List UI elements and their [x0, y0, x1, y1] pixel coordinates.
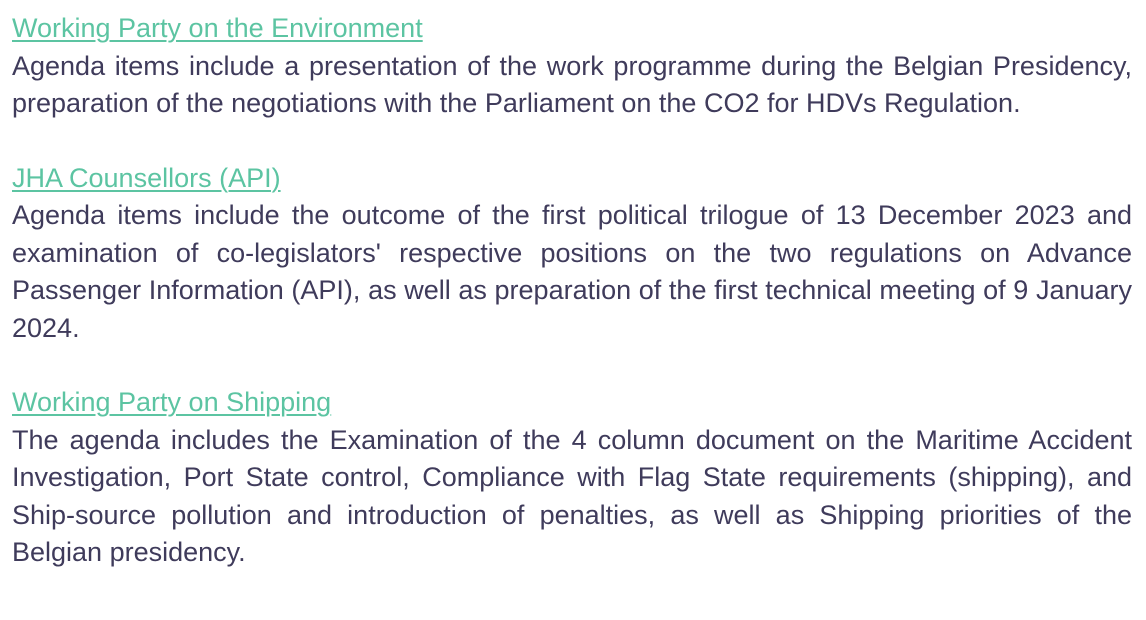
working-party-environment-description: Agenda items include a presentation of the work programme during the Belgian Presidency, preparation of the negotiations with the Parliament on the CO2 for HDVs Regulation.: [12, 50, 1132, 118]
working-party-shipping-link[interactable]: Working Party on Shipping: [12, 387, 332, 417]
agenda-section-environment: [12, 10, 1132, 123]
agenda-section-shipping: [12, 384, 1132, 572]
agenda-section-jha-counsellors: [12, 160, 1132, 348]
jha-counsellors-api-description: Agenda items include the outcome of the first political trilogue of 13 December 2023 and examination of co-legislators' respective positions on the two regulations on Advance Passenger Information (API), as well as preparation of the first technical meeting of 9 January 2024.: [12, 200, 1132, 343]
working-party-shipping-description: The agenda includes the Examination of the 4 column document on the Maritime Accident Investigation, Port State control, Compliance with Flag State requirements (shipping), and Ship-source pollution and introduction of penalties, as well as Shipping priorities of the Belgian presidency.: [12, 424, 1132, 567]
working-party-environment-link[interactable]: Working Party on the Environment: [12, 13, 423, 43]
jha-counsellors-api-link[interactable]: JHA Counsellors (API): [12, 162, 281, 193]
agenda-content: [12, 10, 1132, 572]
